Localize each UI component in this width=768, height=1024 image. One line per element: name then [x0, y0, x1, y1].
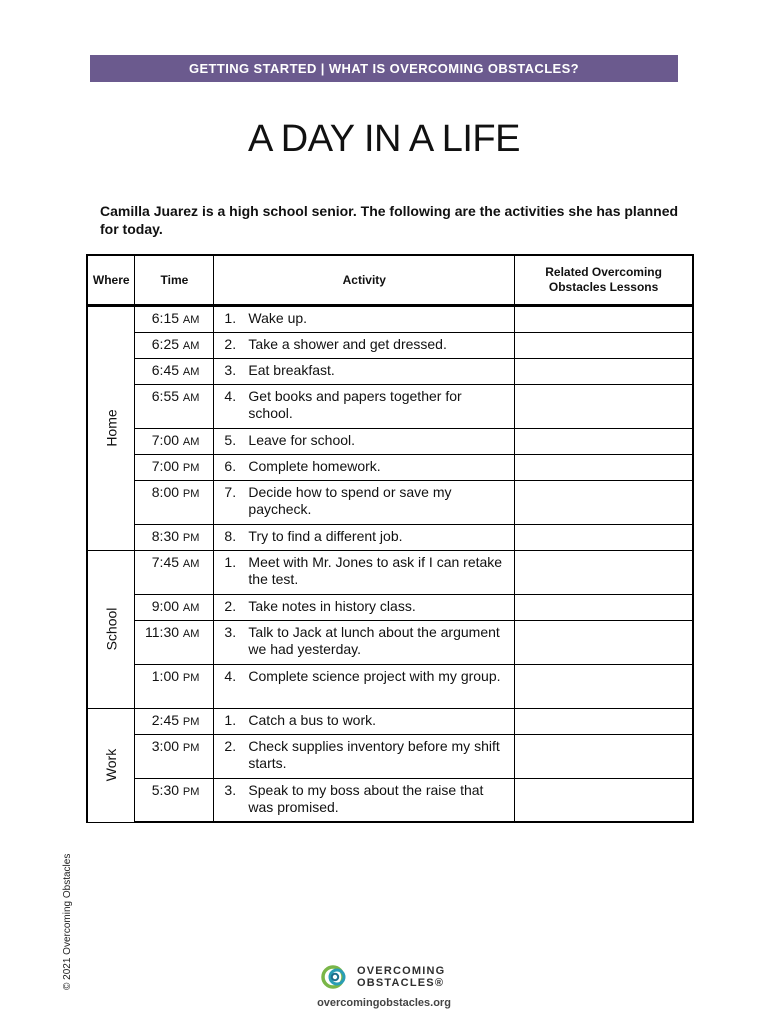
table-row [87, 384, 693, 428]
where-cell [87, 708, 135, 822]
time-cell [135, 332, 214, 358]
activity-cell [214, 358, 515, 384]
table-row [87, 305, 693, 332]
time-ampm: AM [182, 339, 200, 352]
schedule-table [86, 254, 694, 823]
activity-text: Wake up. [248, 309, 308, 326]
activity-text: Leave for school. [248, 431, 356, 448]
time-cell [135, 778, 214, 822]
activity-text: Eat breakfast. [248, 361, 335, 378]
table-row [87, 428, 693, 454]
table-row [87, 454, 693, 480]
activity-cell [214, 708, 515, 734]
activity-cell [214, 305, 515, 332]
time-ampm: PM [182, 785, 200, 798]
time-value: 8:30 [151, 527, 180, 544]
banner-text: GETTING STARTED | WHAT IS OVERCOMING OBSTACLES? [188, 61, 580, 76]
time-ampm: AM [182, 627, 200, 640]
activity-number: 1. [224, 711, 237, 728]
time-cell [135, 428, 214, 454]
time-cell [135, 305, 214, 332]
activity-text: Meet with Mr. Jones to ask if I can retake the test. [248, 553, 503, 587]
activity-text: Speak to my boss about the raise that was promised. [248, 781, 484, 815]
time-value: 1:00 [151, 667, 180, 684]
overcoming-obstacles-logo [320, 962, 445, 992]
activity-cell [214, 524, 515, 550]
time-ampm: PM [182, 531, 200, 544]
lessons-cell[interactable] [515, 480, 693, 524]
time-ampm: AM [182, 601, 200, 614]
table-row [87, 734, 693, 778]
lessons-cell[interactable] [515, 664, 693, 708]
activity-text: Get books and papers together for school. [248, 387, 462, 421]
lessons-cell[interactable] [515, 620, 693, 664]
activity-cell [214, 480, 515, 524]
time-cell [135, 594, 214, 620]
activity-text: Talk to Jack at lunch about the argument we had yesterday. [248, 623, 500, 657]
time-value: 2:45 [151, 711, 180, 728]
activity-number: 5. [224, 431, 237, 448]
activity-number: 8. [224, 527, 237, 544]
table-row [87, 778, 693, 822]
schedule-body [87, 305, 693, 822]
lessons-cell[interactable] [515, 454, 693, 480]
website-url: overcomingobstacles.org [317, 997, 451, 1009]
activity-text: Try to find a different job. [248, 527, 403, 544]
lessons-cell[interactable] [515, 358, 693, 384]
time-value: 5:30 [151, 781, 180, 798]
time-cell [135, 550, 214, 594]
activity-text: Complete science project with my group. [248, 667, 501, 684]
lessons-cell[interactable] [515, 778, 693, 822]
activity-cell [214, 778, 515, 822]
intro-paragraph: Camilla Juarez is a high school senior. The following are the activities she has planned for today. [100, 203, 679, 237]
table-row [87, 620, 693, 664]
activity-number: 3. [224, 361, 237, 378]
table-header-row [87, 255, 693, 305]
lessons-cell[interactable] [515, 305, 693, 332]
table-row [87, 524, 693, 550]
activity-cell [214, 664, 515, 708]
table-row [87, 480, 693, 524]
activity-number: 4. [224, 387, 237, 404]
lessons-cell[interactable] [515, 332, 693, 358]
time-ampm: AM [182, 313, 200, 326]
where-label: School [103, 607, 120, 651]
time-value: 6:15 [151, 309, 180, 326]
activity-cell [214, 454, 515, 480]
table-row [87, 664, 693, 708]
time-cell [135, 734, 214, 778]
logo-line-1: OVERCOMING [357, 965, 446, 977]
time-ampm: PM [182, 487, 200, 500]
time-ampm: PM [182, 461, 200, 474]
activity-cell [214, 384, 515, 428]
lessons-cell[interactable] [515, 708, 693, 734]
header-where: Where [87, 255, 135, 305]
time-cell [135, 454, 214, 480]
time-value: 6:45 [151, 361, 180, 378]
activity-number: 2. [224, 335, 237, 352]
time-cell [135, 480, 214, 524]
table-row [87, 358, 693, 384]
activity-number: 1. [224, 309, 237, 326]
time-value: 7:00 [151, 457, 180, 474]
time-value: 6:25 [151, 335, 180, 352]
activity-cell [214, 550, 515, 594]
lessons-cell[interactable] [515, 594, 693, 620]
activity-number: 1. [224, 553, 237, 570]
time-ampm: AM [182, 365, 200, 378]
time-ampm: PM [182, 741, 200, 754]
activity-number: 7. [224, 483, 237, 500]
activity-text: Take notes in history class. [248, 597, 416, 614]
time-cell [135, 524, 214, 550]
time-value: 7:45 [151, 553, 180, 570]
table-row [87, 332, 693, 358]
activity-cell [214, 594, 515, 620]
activity-number: 3. [224, 623, 237, 640]
where-cell [87, 550, 135, 708]
section-banner [90, 55, 678, 82]
header-activity: Activity [214, 255, 515, 305]
table-row [87, 594, 693, 620]
where-label: Work [103, 748, 120, 782]
time-cell [135, 620, 214, 664]
time-ampm: AM [182, 435, 200, 448]
time-ampm: PM [182, 715, 200, 728]
table-row [87, 708, 693, 734]
time-value: 3:00 [151, 737, 180, 754]
activity-number: 4. [224, 667, 237, 684]
header-lessons: Related Overcoming Obstacles Lessons [515, 255, 693, 305]
activity-cell [214, 620, 515, 664]
header-time: Time [135, 255, 214, 305]
time-cell [135, 664, 214, 708]
time-value: 6:55 [151, 387, 180, 404]
activity-text: Decide how to spend or save my paycheck. [248, 483, 452, 517]
where-label: Home [103, 409, 120, 447]
time-value: 11:30 [145, 623, 180, 640]
lessons-cell[interactable] [515, 384, 693, 428]
time-ampm: AM [182, 391, 200, 404]
activity-number: 2. [224, 597, 237, 614]
time-value: 9:00 [151, 597, 180, 614]
activity-text: Take a shower and get dressed. [248, 335, 447, 352]
logo-line-2: OBSTACLES® [357, 977, 445, 989]
time-value: 7:00 [151, 431, 180, 448]
where-cell [87, 305, 135, 550]
activity-text: Complete homework. [248, 457, 381, 474]
page-title: A DAY IN A LIFE [247, 118, 520, 160]
time-ampm: AM [182, 557, 200, 570]
lessons-cell[interactable] [515, 550, 693, 594]
time-cell [135, 708, 214, 734]
lessons-cell[interactable] [515, 524, 693, 550]
activity-text: Check supplies inventory before my shift starts. [248, 737, 500, 771]
activity-number: 2. [224, 737, 237, 754]
time-cell [135, 358, 214, 384]
logo-wordmark [357, 965, 445, 989]
activity-cell [214, 734, 515, 778]
time-value: 8:00 [151, 483, 180, 500]
time-ampm: PM [182, 671, 200, 684]
lessons-cell[interactable] [515, 428, 693, 454]
activity-number: 6. [224, 457, 237, 474]
lessons-cell[interactable] [515, 734, 693, 778]
copyright-text: © 2021 Overcoming Obstacles [62, 853, 73, 990]
activity-cell [214, 332, 515, 358]
activity-cell [214, 428, 515, 454]
table-row [87, 550, 693, 594]
activity-number: 3. [224, 781, 237, 798]
time-cell [135, 384, 214, 428]
logo-rings-icon [320, 962, 350, 992]
activity-text: Catch a bus to work. [248, 711, 377, 728]
